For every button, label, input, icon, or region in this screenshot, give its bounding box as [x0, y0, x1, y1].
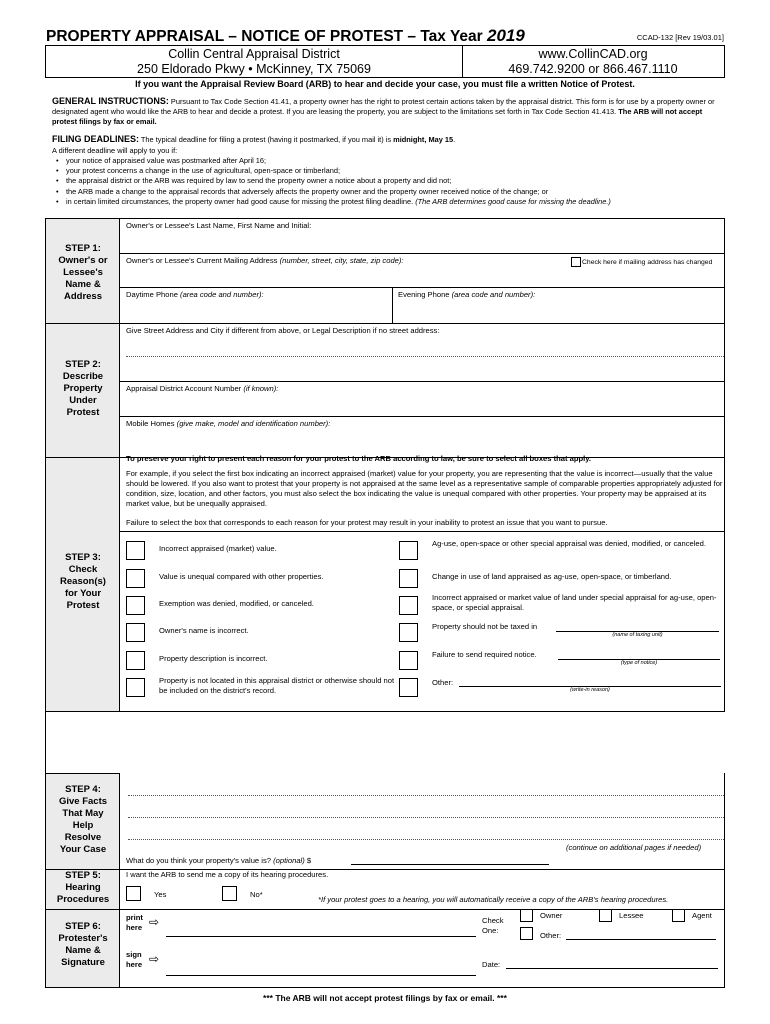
reason-special-appraisal-label: Incorrect appraised or market value of land under special appraisal for ag-use, open-space, or special appraisal. — [432, 593, 717, 612]
sign-here-label: sign here — [126, 950, 143, 969]
list-item: • the appraisal district or the ARB was required by law to send the property owner a notice about a property and did not; — [56, 176, 724, 186]
step3-heading: To preserve your right to present each reason for your protest to the ARB according to law, be sure to select all boxes that apply. — [126, 454, 592, 463]
step1-label: STEP 1: Owner's or Lessee's Name & Address — [58, 243, 108, 302]
reason-description-checkbox[interactable] — [126, 651, 145, 670]
step3-failure-note: Failure to select the box that corresponds to each reason for your protest may result in your inability to protest an issue that you want to pursue. — [126, 518, 608, 527]
other-protester-field[interactable] — [566, 939, 716, 940]
blank-band — [46, 711, 725, 773]
mobile-homes-label: Mobile Homes (give make, model and identification number): — [126, 419, 331, 428]
owner-checkbox[interactable] — [520, 909, 533, 922]
reason-ag-use-checkbox[interactable] — [399, 541, 418, 560]
step6-label: STEP 6: Protester's Name & Signature — [58, 921, 108, 968]
owner-name-field[interactable] — [120, 253, 725, 254]
print-arrow-icon: ⇨ — [149, 915, 160, 929]
step2-label: STEP 2: Describe Property Under Protest — [62, 359, 104, 418]
facts-line-3[interactable] — [128, 839, 724, 840]
hearing-yes-checkbox[interactable] — [126, 886, 141, 901]
form-number: CCAD-132 [Rev 19/03.01] — [636, 33, 724, 42]
street-address-label: Give Street Address and City if different from above, or Legal Description if no street address: — [126, 326, 440, 335]
continue-note: (continue on additional pages if needed) — [566, 843, 702, 852]
intro-notice: If you want the Appraisal Review Board (ARB) to hear and decide your case, you must file a written Notice of Protest. — [135, 79, 635, 89]
signature-field[interactable] — [166, 975, 476, 976]
mailing-address-field-label: Owner's or Lessee's Current Mailing Address (number, street, city, state, zip code): — [126, 256, 404, 265]
form-title — [46, 26, 525, 46]
reason-ag-use-label: Ag-use, open-space or other special appraisal was denied, modified, or canceled. — [432, 539, 706, 548]
list-item: • your notice of appraised value was postmarked after April 16; — [56, 156, 724, 166]
facts-line-2[interactable] — [128, 817, 724, 818]
print-name-field[interactable] — [166, 936, 476, 937]
reason-owner-name-label: Owner's name is incorrect. — [159, 626, 249, 635]
list-item: • your protest concerns a change in the use of agricultural, open-space or timberland; — [56, 166, 724, 176]
reason-notice-checkbox[interactable] — [399, 651, 418, 670]
fax-email-footer: *** The ARB will not accept protest filings by fax or email. *** — [263, 993, 507, 1003]
reason-not-located-checkbox[interactable] — [126, 678, 145, 697]
reason-unequal-value-label: Value is unequal compared with other properties. — [159, 572, 324, 581]
general-instructions: GENERAL INSTRUCTIONS: Pursuant to Tax Code Section 41.41, a property owner has the right to protest certain actions taken by the appraisal district. This form is for use by a property owner or designated agent who would like the ARB to hear and decide a protest. If you are leasing the property, you are subject to the limitations set forth in Tax Code Section 41.413. The ARB will not accept protest filings by fax or email. — [52, 96, 715, 126]
reason-other-checkbox[interactable] — [399, 678, 418, 697]
facts-line-1[interactable] — [128, 795, 724, 796]
agent-checkbox[interactable] — [672, 909, 685, 922]
step3-example: For example, if you select the first box indicating an incorrect appraised (market) value for your property, you are representing that the value is incorrect—usually that the value should be lowered. If you also want to protest that your property is not appraised at the same level as a representative sample of comparable properties appropriately adjusted for condition, size, location, and other factors, you must also select the box indicating the value is unequal compared with other properties. Your property may be appraised at its market value, but be unequally appraised. — [126, 469, 723, 508]
step4-label: STEP 4: Give Facts That May Help Resolve Your Case — [58, 784, 108, 855]
other-protester-label: Other: — [540, 931, 562, 940]
reason-taxing-unit-checkbox[interactable] — [399, 623, 418, 642]
other-reason-hint: (write-in reason) — [570, 687, 610, 693]
form-title-text: PROPERTY APPRAISAL – NOTICE OF PROTEST – Tax Year — [46, 28, 483, 45]
account-number-label: Appraisal District Account Number (if known): — [126, 384, 279, 393]
reason-description-label: Property description is incorrect. — [159, 654, 268, 663]
hearing-yes-label: Yes — [154, 890, 167, 899]
tax-year: 2019 — [487, 26, 525, 45]
district-name: Collin Central Appraisal District — [168, 47, 340, 61]
notice-type-hint: (type of notice) — [620, 660, 658, 666]
list-item: • the ARB made a change to the appraisal records that adversely affects the property owner and the property owner received notice of the change; or — [56, 187, 724, 197]
steps-table — [45, 218, 725, 988]
property-value-field[interactable] — [351, 864, 549, 865]
reason-exemption-label: Exemption was denied, modified, or canceled. — [159, 599, 314, 608]
step5-label: STEP 5: Hearing Procedures — [56, 870, 110, 905]
daytime-phone-label: Daytime Phone (area code and number): — [126, 290, 264, 299]
district-website: www.CollinCAD.org — [538, 47, 648, 61]
list-item: • in certain limited circumstances, the property owner had good cause for missing the protest filing deadline. (The ARB determines good cause for missing the deadline.) — [56, 197, 724, 207]
street-address-field[interactable] — [126, 356, 724, 357]
print-here-label: print here — [126, 913, 143, 932]
step3-label: STEP 3: Check Reason(s) for Your Protest — [60, 552, 106, 611]
evening-phone-label: Evening Phone (area code and number): — [398, 290, 536, 299]
reason-taxing-unit-label: Property should not be taxed in — [432, 622, 538, 631]
reason-land-use-change-label: Change in use of land appraised as ag-use, open-space, or timberland. — [432, 572, 672, 581]
reason-owner-name-checkbox[interactable] — [126, 623, 145, 642]
reason-incorrect-value-label: Incorrect appraised (market) value. — [159, 544, 277, 553]
hearing-no-label: No* — [250, 890, 263, 899]
value-question: What do you think your property's value is? (optional) $ — [126, 856, 312, 865]
reason-not-located-label: Property is not located in this appraisal district or otherwise should not be included on the district's record. — [159, 676, 395, 695]
taxing-unit-hint: (name of taxing unit) — [612, 632, 663, 638]
reason-incorrect-value-checkbox[interactable] — [126, 541, 145, 560]
other-protester-checkbox[interactable] — [520, 927, 533, 940]
address-changed-label: Check here if mailing address has changed — [582, 259, 713, 266]
agent-label: Agent — [692, 911, 712, 920]
filing-deadlines: FILING DEADLINES: The typical deadline for filing a protest (having it postmarked, if you mail it) is midnight, May 15. — [52, 134, 456, 144]
lessee-label: Lessee — [619, 911, 644, 920]
district-address: 250 Eldorado Pkwy • McKinney, TX 75069 — [137, 62, 371, 76]
district-header-box — [45, 45, 725, 78]
owner-label: Owner — [540, 911, 563, 920]
check-one-label: Check One: — [482, 916, 504, 935]
reason-other-label: Other: — [432, 678, 454, 687]
reason-notice-label: Failure to send required notice. — [432, 650, 537, 659]
owner-name-field-label: Owner's or Lessee's Last Name, First Name and Initial: — [126, 221, 312, 230]
reason-unequal-value-checkbox[interactable] — [126, 569, 145, 588]
address-changed-checkbox[interactable] — [571, 257, 581, 267]
account-number-field[interactable] — [120, 416, 725, 417]
mailing-address-field[interactable] — [120, 287, 725, 288]
reason-special-appraisal-checkbox[interactable] — [399, 596, 418, 615]
reason-exemption-checkbox[interactable] — [126, 596, 145, 615]
deadline-list — [56, 156, 724, 207]
sign-arrow-icon: ⇨ — [149, 952, 160, 966]
district-phones: 469.742.9200 or 866.467.1110 — [508, 62, 678, 76]
lessee-checkbox[interactable] — [599, 909, 612, 922]
hearing-question: I want the ARB to send me a copy of its hearing procedures. — [126, 870, 329, 879]
hearing-no-checkbox[interactable] — [222, 886, 237, 901]
hearing-note: *If your protest goes to a hearing, you will automatically receive a copy of the ARB's hearing procedures. — [318, 895, 669, 904]
deadlines-intro: A different deadline will apply to you if: — [52, 146, 178, 155]
date-label: Date: — [482, 960, 501, 969]
reason-land-use-change-checkbox[interactable] — [399, 569, 418, 588]
date-field[interactable] — [506, 968, 718, 969]
